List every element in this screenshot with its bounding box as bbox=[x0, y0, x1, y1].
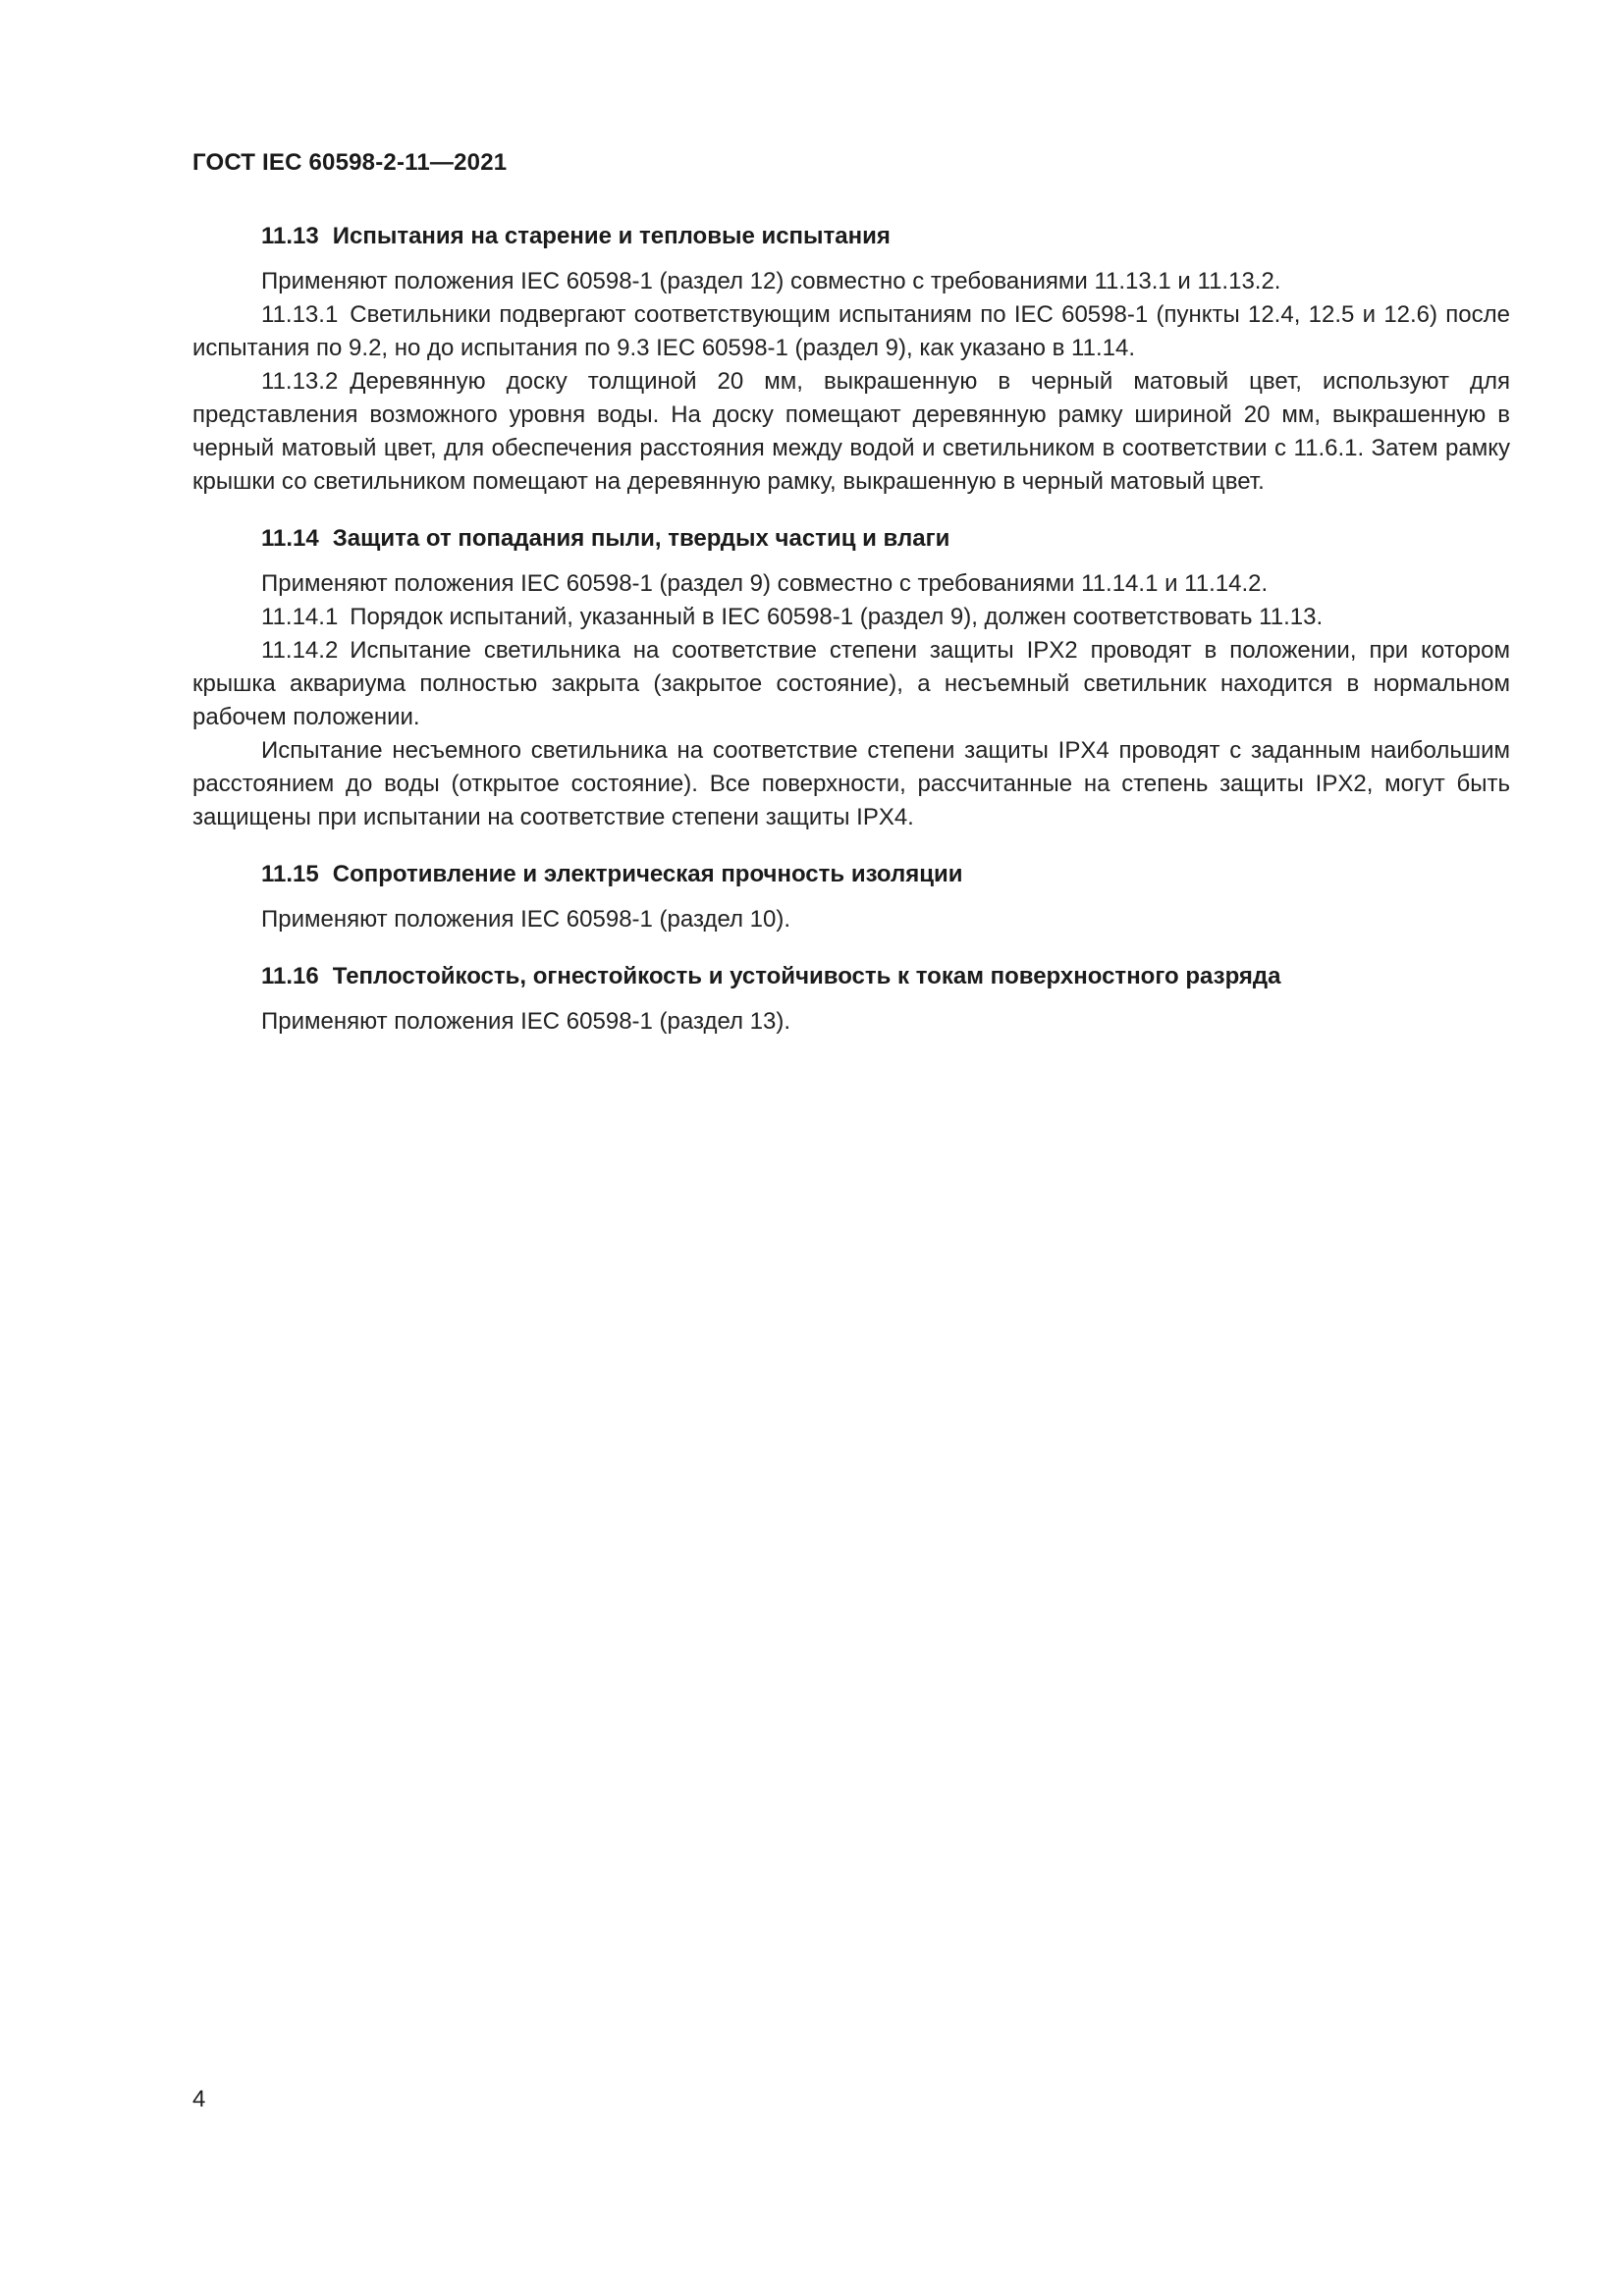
paragraph-text: Применяют положения IEC 60598-1 (раздел 13). bbox=[261, 1008, 791, 1035]
paragraph-text: Испытание несъемного светильника на соответствие степени защиты IPX4 проводят с заданным наибольшим расстоянием до воды (открытое состояние). Все поверхности, рассчитанные на степень защиты IPX2, могут быть защищены при испытании на соответствие степени защиты IPX4. bbox=[192, 737, 1510, 830]
section-11-13 bbox=[192, 220, 1510, 499]
section-title: Сопротивление и электрическая прочность изоляции bbox=[332, 861, 963, 887]
clause-number: 11.14.2 bbox=[261, 637, 339, 664]
document-header-title: ГОСТ IEC 60598-2-11—2021 bbox=[192, 149, 508, 176]
section-11-16 bbox=[192, 960, 1510, 1039]
section-heading bbox=[192, 220, 1510, 253]
paragraph bbox=[192, 634, 1510, 734]
section-number: 11.13 bbox=[261, 223, 319, 249]
page-number: 4 bbox=[192, 2086, 206, 2112]
section-11-15 bbox=[192, 858, 1510, 936]
section-title: Теплостойкость, огнестойкость и устойчивость к токам поверхностного разряда bbox=[332, 963, 1281, 989]
section-heading bbox=[192, 858, 1510, 891]
paragraph-text: Применяют положения IEC 60598-1 (раздел 12) совместно с требованиями 11.13.1 и 11.13.2. bbox=[261, 268, 1281, 294]
paragraph bbox=[192, 298, 1510, 365]
paragraph-text: Деревянную доску толщиной 20 мм, выкрашенную в черный матовый цвет, используют для представления возможного уровня воды. На доску помещают деревянную рамку шириной 20 мм, выкрашенную в черный матовый цвет, для обеспечения расстояния между водой и светильником в соответствии с 11.6.1. Затем рамку крышки со светильником помещают на деревянную рамку, выкрашенную в черный матовый цвет. bbox=[192, 368, 1510, 495]
section-number: 11.15 bbox=[261, 861, 319, 887]
paragraph-text: Порядок испытаний, указанный в IEC 60598-1 (раздел 9), должен соответствовать 11.13. bbox=[350, 604, 1324, 630]
clause-number: 11.13.2 bbox=[261, 368, 339, 395]
paragraph-text: Применяют положения IEC 60598-1 (раздел 9) совместно с требованиями 11.14.1 и 11.14.2. bbox=[261, 570, 1269, 597]
section-heading bbox=[192, 522, 1510, 556]
section-title: Испытания на старение и тепловые испытания bbox=[332, 223, 891, 249]
paragraph bbox=[192, 567, 1510, 601]
paragraph bbox=[192, 1005, 1510, 1039]
paragraph-text: Применяют положения IEC 60598-1 (раздел 10). bbox=[261, 906, 791, 933]
clause-number: 11.14.1 bbox=[261, 604, 339, 630]
section-number: 11.14 bbox=[261, 525, 319, 552]
paragraph-text: Испытание светильника на соответствие степени защиты IPX2 проводят в положении, при котором крышка аквариума полностью закрыта (закрытое состояние), а несъемный светильник находится в нормальном рабочем положении. bbox=[192, 637, 1510, 730]
section-heading bbox=[192, 960, 1510, 993]
paragraph bbox=[192, 265, 1510, 298]
clause-number: 11.13.1 bbox=[261, 301, 339, 328]
document-body bbox=[192, 220, 1510, 1062]
paragraph bbox=[192, 365, 1510, 499]
paragraph bbox=[192, 601, 1510, 634]
paragraph-text: Светильники подвергают соответствующим испытаниям по IEC 60598-1 (пункты 12.4, 12.5 и 12.6) после испытания по 9.2, но до испытания по 9.3 IEC 60598-1 (раздел 9), как указано в 11.14. bbox=[192, 301, 1510, 361]
section-title: Защита от попадания пыли, твердых частиц и влаги bbox=[332, 525, 950, 552]
section-11-14 bbox=[192, 522, 1510, 834]
paragraph bbox=[192, 734, 1510, 834]
paragraph bbox=[192, 903, 1510, 936]
section-number: 11.16 bbox=[261, 963, 319, 989]
